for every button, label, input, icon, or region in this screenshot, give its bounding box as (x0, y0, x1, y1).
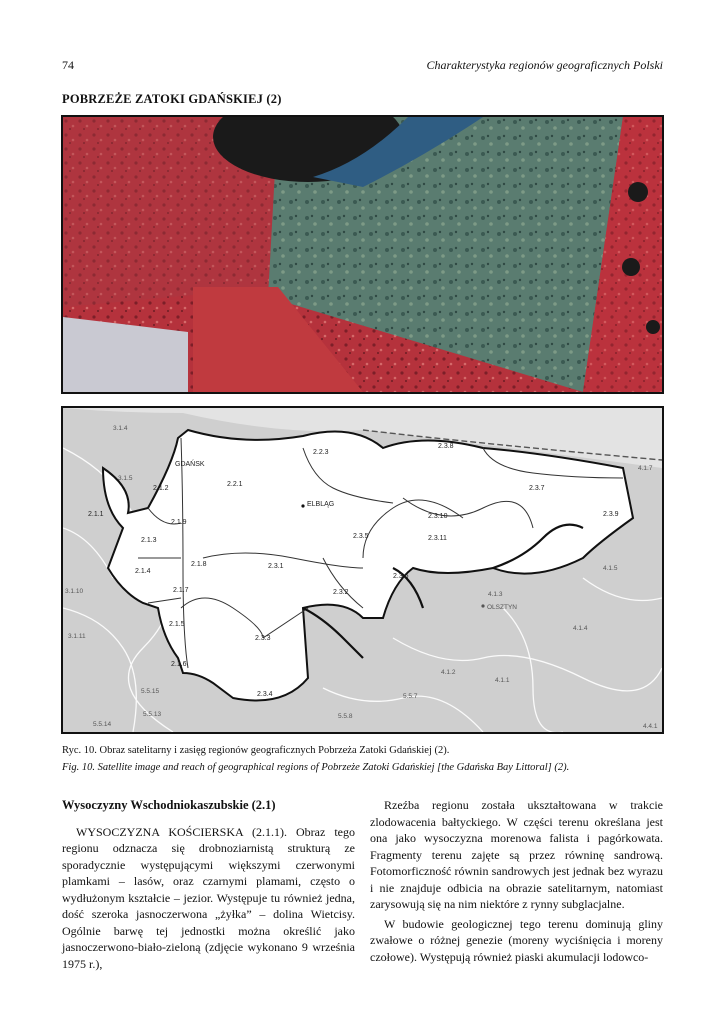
region-label: 2.3.5 (353, 533, 369, 540)
neighbor-label: 4.1.2 (441, 669, 456, 676)
neighbor-label: 5.5.15 (141, 688, 160, 695)
city-label: GDAŃSK (175, 461, 205, 468)
region-label: 2.3.7 (529, 485, 545, 492)
neighbor-label: 5.5.8 (338, 713, 353, 720)
neighbor-label: 4.1.5 (603, 565, 618, 572)
region-label: 2.1.4 (135, 568, 151, 575)
neighbor-label: 3.1.4 (113, 425, 128, 432)
city-label: OLSZTYN (487, 604, 517, 611)
region-label: 2.2.1 (227, 481, 243, 488)
neighbor-label: 4.4.1 (643, 723, 658, 730)
region-label: 2.3.3 (255, 635, 271, 642)
neighbor-label: 3.1.11 (68, 633, 86, 640)
region-label: 2.1.8 (191, 561, 207, 568)
region-label: 2.2.3 (313, 449, 329, 456)
page-number: 74 (62, 58, 74, 72)
region-label: 2.1.5 (169, 621, 185, 628)
region-label: 2.3.8 (438, 443, 454, 450)
neighbor-label: 5.5.14 (93, 721, 112, 728)
body-paragraph: WYSOCZYZNA KOŚCIERSKA (2.1.1). Obraz tego regionu odznacza się drobnoziarnistą strukturą ze sporadycznie występującymi większymi czerwonymi plamkami – lasów, oraz czarnymi plamami, często o wydłużonym kształcie – jezior. Występuje tu również jedna, dość szeroka jasnoczerwona „żyłka” – dolina Wietcisy. Ogólnie barwę tej jednostki można określić jako jasnoczerwono-biało-zieloną (zdjęcie wykonano 9 września 1975 r.), (62, 824, 355, 971)
neighbor-label: 3.1.5 (118, 475, 133, 482)
region-label: 2.1.7 (173, 587, 189, 594)
region-label: 2.3.11 (428, 535, 447, 542)
satellite-image (61, 115, 664, 394)
figure-caption-polish: Ryc. 10. Obraz satelitarny i zasięg regionów geograficznych Pobrzeża Zatoki Gdańskiej (2). (62, 745, 450, 756)
region-label: 2.3.9 (603, 511, 619, 518)
figure-caption-english: Fig. 10. Satellite image and reach of geographical regions of Pobrzeże Zatoki Gdańskiej [the Gdańska Bay Littoral] (2). (62, 762, 570, 773)
neighbor-label: 3.1.10 (65, 588, 84, 595)
region-label: 2.3.10 (428, 513, 448, 520)
region-label: 2.1.3 (141, 537, 157, 544)
subsection-heading: Wysoczyzny Wschodniokaszubskie (2.1) (62, 798, 276, 812)
text-column-right (370, 797, 663, 965)
region-label: 2.3.6 (393, 573, 409, 580)
section-title: POBRZEŻE ZATOKI GDAŃSKIEJ (2) (62, 92, 282, 106)
region-label: 2.3.2 (333, 589, 349, 596)
body-paragraph: W budowie geologicznej tego terenu dominują gliny zwałowe o różnej genezie (moreny wyciśnięcia i moreny czołowe). Występują również piaski akumulacji lodowco- (370, 916, 663, 964)
neighbor-label: 4.1.1 (495, 677, 510, 684)
region-label: 2.1.2 (153, 485, 169, 492)
city-label: ELBLĄG (307, 501, 335, 508)
region-label: 2.1.1 (88, 511, 104, 518)
region-label: 2.3.4 (257, 691, 273, 698)
body-paragraph: Rzeźba regionu została ukształtowana w trakcie zlodowacenia bałtyckiego. W części terenu określana jest ona jako wysoczyzna morenowa falista i pagórkowata. Fragmenty terenu zajęte są przez równinę sandrową. Fotomorficzność równin sandrowych jest jednak bez wyrazu i nie znajduje odbicia na obrazie satelitarnym, natomiast zarysowują się na nim niektóre z rynny subglacjalne. (370, 798, 663, 911)
neighbor-label: 5.5.13 (143, 711, 162, 718)
region-label: 2.1.9 (171, 519, 187, 526)
regions-map (61, 406, 664, 734)
neighbor-label: 4.1.3 (488, 591, 503, 598)
region-label: 2.1.6 (171, 661, 187, 668)
running-head: Charakterystyka regionów geograficznych Polski (426, 58, 663, 72)
neighbor-label: 5.5.7 (403, 693, 418, 700)
text-column-left (62, 797, 355, 972)
region-label: 2.3.1 (268, 563, 284, 570)
neighbor-label: 4.1.4 (573, 625, 588, 632)
neighbor-label: 4.1.7 (638, 465, 653, 472)
